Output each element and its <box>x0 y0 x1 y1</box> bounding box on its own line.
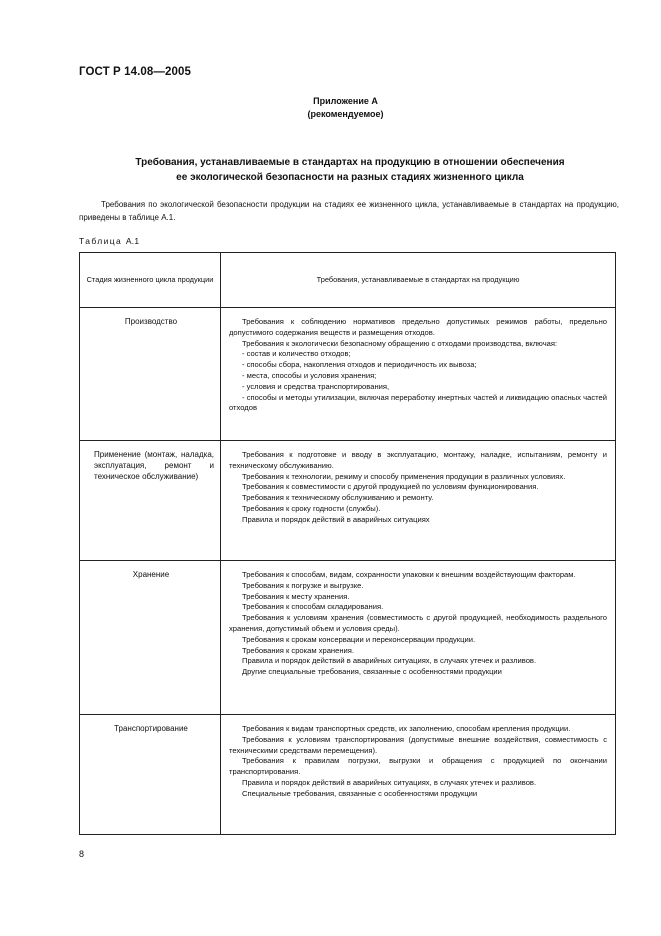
requirement-item: Правила и порядок действий в аварийных ситуациях <box>242 514 430 524</box>
table-caption <box>79 236 139 246</box>
requirement-item: Другие специальные требования, связанные с особенностями продукции <box>242 667 502 677</box>
stage-label: Производство <box>124 317 178 326</box>
requirement-item: Требования к срокам хранения. <box>242 645 355 655</box>
table-caption-word: Таблица <box>79 236 123 246</box>
column-header-requirements: Требования, устанавливаемые в стандартах на продукцию <box>221 253 616 308</box>
annex-title: Приложение А <box>313 96 378 106</box>
table-row <box>80 561 616 715</box>
requirements-cell <box>221 308 616 441</box>
intro-paragraph: Требования по экологической безопасности продукции на стадиях ее жизненного цикла, устанавливаемые в стандартах на продукцию, приведены в таблице А.1. <box>79 200 619 222</box>
requirement-bullet <box>229 393 607 415</box>
requirement-bullet: - состав и количество отходов; <box>242 349 351 359</box>
requirement-bullet-text: - способы и методы утилизации, включая переработку инертных частей и ликвидацию опасных частей отходов <box>229 392 607 413</box>
requirement-item: Требования к техническому обслуживанию и ремонту. <box>242 493 434 503</box>
requirements-table <box>79 252 616 835</box>
requirement-item: Требования к месту хранения. <box>242 591 350 601</box>
requirement-item: Правила и порядок действий в аварийных ситуациях, в случаях утечек и разливов. <box>242 656 537 666</box>
requirement-item: Требования к технологии, режиму и способу применения продукции в различных условиях. <box>242 471 566 481</box>
document-code: ГОСТ Р 14.08—2005 <box>79 66 191 78</box>
requirement-item: Требования к сроку годности (службы). <box>242 503 381 513</box>
requirement-item: Требования к условиям хранения (совместимость с другой продукцией, необходимость раздельного хранения, допустимый объем и условия среды). <box>229 613 607 633</box>
requirement-item: Требования к условиям транспортирования (допустимые внешние воздействия, совместимость с техническими средствами перемещения). <box>229 734 607 755</box>
column-header-stage: Стадия жизненного цикла продукции <box>80 253 221 308</box>
table-row <box>80 308 616 441</box>
stage-cell <box>80 308 221 441</box>
requirement-item: Требования к видам транспортных средств, их заполнению, способам крепления продукции. <box>242 724 571 733</box>
requirement-bullet: - условия и средства транспортирования, <box>242 381 390 391</box>
requirement-item: Специальные требования, связанные с особенностями продукции <box>242 788 478 798</box>
requirement-item: Требования к погрузке и выгрузке. <box>242 580 364 590</box>
table-header-row <box>80 253 616 308</box>
table-caption-number: А.1 <box>125 236 140 246</box>
stage-cell <box>80 441 221 561</box>
stage-label: Транспортирование <box>114 724 188 733</box>
requirement-item: Требования к способам, видам, сохранности упаковки к внешним воздействующим факторам. <box>242 570 576 579</box>
requirement-item: Требования к экологически безопасному обращению с отходами производства, включая: <box>242 338 558 348</box>
requirement-item: Требования к срокам консервации и переконсервации продукции. <box>242 634 476 644</box>
requirement-bullet: - места, способы и условия хранения; <box>242 370 377 380</box>
requirement-item: Требования к подготовке и вводу в эксплуатацию, монтажу, наладке, испытаниям, ремонту и техническому обслуживанию. <box>229 450 607 470</box>
annex-heading <box>0 95 661 121</box>
requirement-item: Правила и порядок действий в аварийных ситуациях, в случаях утечек и разливов. <box>242 777 537 787</box>
table-row <box>80 441 616 561</box>
requirement-bullet: - способы сбора, накопления отходов и периодичность их вывоза; <box>242 360 477 370</box>
stage-label: Применение (монтаж, наладка, эксплуатация, ремонт и техническое обслуживание) <box>94 450 214 481</box>
requirements-cell <box>221 561 616 715</box>
section-title <box>90 155 610 185</box>
requirement-item: Требования к способам складирования. <box>242 602 384 612</box>
section-title-line-2: ее экологической безопасности на разных стадиях жизненного цикла <box>176 172 524 183</box>
requirement-item: Требования к совместимости с другой продукцией по условиям функционирования. <box>242 482 539 492</box>
section-title-line-1: Требования, устанавливаемые в стандартах на продукцию в отношении обеспечения <box>135 157 565 168</box>
annex-type: (рекомендуемое) <box>307 109 384 119</box>
requirement-item: Требования к соблюдению нормативов предельно допустимых режимов работы, предельно допустимого содержания веществ и размещения отходов. <box>229 317 607 337</box>
page-number: 8 <box>79 849 85 859</box>
stage-cell <box>80 561 221 715</box>
requirements-cell <box>221 441 616 561</box>
stage-cell <box>80 715 221 835</box>
table-row <box>80 715 616 835</box>
requirements-cell <box>221 715 616 835</box>
requirement-item: Требования к правилам погрузки, выгрузки и обращения с продукцией по окончании транспортирования. <box>229 756 607 777</box>
stage-label: Хранение <box>132 570 170 579</box>
